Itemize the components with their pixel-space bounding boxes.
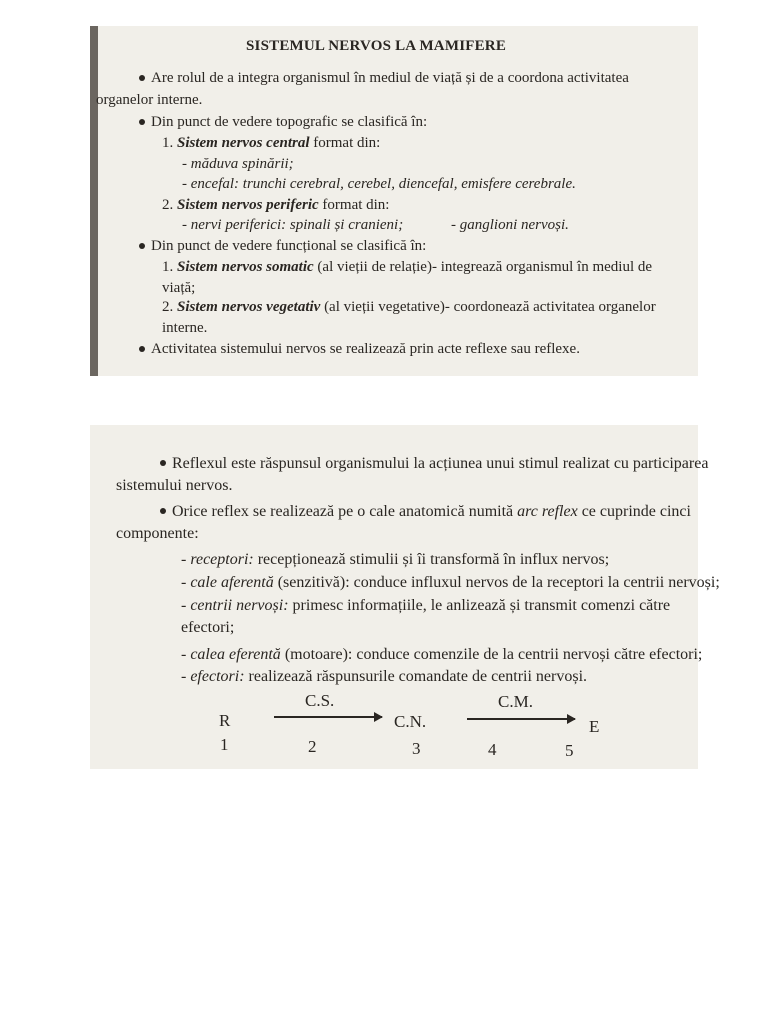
label-cm: C.M.	[498, 692, 533, 711]
item-central: 1. Sistem nervos central format din:	[162, 135, 381, 151]
bullet-icon	[160, 508, 166, 514]
component-centers: - centrii nervoși: primesc informațiile, le anlizează și transmit comenzi către	[181, 597, 671, 614]
number-5: 5	[565, 741, 574, 760]
bullet-topographic: Din punct de vedere topografic se clasifică în:	[139, 115, 427, 130]
bullet-icon	[139, 346, 145, 352]
number-1: 1	[220, 735, 229, 754]
bullet-role-line2: organelor interne.	[96, 92, 203, 108]
number-3: 3	[412, 739, 421, 758]
bullet-reflex-line2: sistemului nervos.	[116, 477, 233, 494]
bullet-reflex-line1: Reflexul este răspunsul organismului la acțiunea unui stimul realizat cu participarea	[160, 456, 708, 472]
bullet-icon	[160, 460, 166, 466]
bullet-icon	[139, 243, 145, 249]
arrow-cm	[467, 718, 575, 720]
item-peripheral-sub2: - ganglioni nervoși.	[451, 217, 569, 233]
bullet-icon	[139, 119, 145, 125]
node-e: E	[589, 717, 600, 736]
item-somatic: 1. Sistem nervos somatic (al vieții de relație)- integrează organismul în mediul de	[162, 259, 653, 275]
item-vegetative: 2. Sistem nervos vegetativ (al vieții vegetative)- coordonează activitatea organelor	[162, 299, 656, 315]
bullet-activity: Activitatea sistemului nervos se realizează prin acte reflexe sau reflexe.	[139, 342, 580, 357]
number-4: 4	[488, 740, 497, 759]
page-title: SISTEMUL NERVOS LA MAMIFERE	[246, 38, 507, 54]
label-cs: C.S.	[305, 691, 335, 710]
component-afferent: - cale aferentă (senzitivă): conduce influxul nervos de la receptori la centrii nervoși;	[181, 574, 720, 591]
node-cn: C.N.	[394, 712, 427, 731]
component-efferent: - calea eferentă (motoare): conduce comenzile de la centrii nervoși către efectori;	[181, 646, 703, 663]
item-central-sub2: - encefal: trunchi cerebral, cerebel, diencefal, emisfere cerebrale.	[182, 176, 576, 192]
item-peripheral: 2. Sistem nervos periferic format din:	[162, 197, 390, 213]
component-effectors: - efectori: realizează răspunsurile comandate de centrii nervoși.	[181, 668, 588, 685]
bullet-arc-line1: Orice reflex se realizează pe o cale anatomică numită arc reflex ce cuprinde cinci	[160, 504, 691, 520]
number-2: 2	[308, 737, 317, 756]
bullet-role-line1: Are rolul de a integra organismul în mediul de viață și de a coordona activitatea	[139, 71, 629, 86]
node-r: R	[219, 711, 231, 730]
component-receptors: - receptori: recepționează stimulii și îi transformă în influx nervos;	[181, 551, 610, 568]
arrow-cs	[274, 716, 382, 718]
item-central-sub1: - măduva spinării;	[182, 156, 294, 172]
item-vegetative-line2: interne.	[162, 320, 208, 336]
item-peripheral-sub1: - nervi periferici: spinali și cranieni;	[182, 217, 404, 233]
component-centers-line2: efectori;	[181, 619, 235, 636]
bullet-functional: Din punct de vedere funcțional se clasifică în:	[139, 239, 426, 254]
item-somatic-line2: viață;	[162, 280, 196, 296]
bullet-arc-line2: componente:	[116, 525, 199, 542]
bullet-icon	[139, 75, 145, 81]
